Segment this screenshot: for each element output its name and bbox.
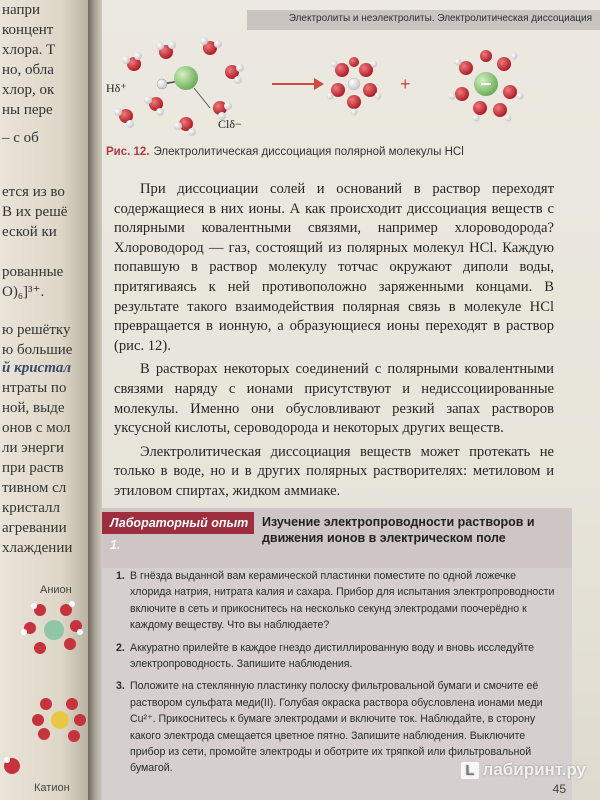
paragraph: При диссоциации солей и оснований в раствор переходят содержащиеся в них ионы. А как происходит диссоциация веществ с полярными ковалентными связями, например хлороводорода? Хлороводород — газ, состоящий из полярных молекул HCl. Каждую попавшую в раствор молекулу тотчас окружают диполи воды, притягиваясь к ней противоположно заряженными концами. В результате такого взаимодействия полярная связь в молекуле HCl превращается в ионную, а образующиеся ионы переходят в раствор (рис. 12). [114, 181, 554, 354]
h-partial-charge-label: Hδ⁺ [106, 81, 127, 95]
figure-12 [102, 34, 600, 144]
lab-steps [116, 568, 556, 783]
hydronium-cluster-icon [327, 57, 382, 116]
watermark [461, 760, 586, 780]
chloride-cluster-icon [449, 50, 524, 122]
cation-cluster-icon [4, 698, 86, 774]
body-text [114, 180, 554, 506]
left-page-text-fragment: В их решё [2, 204, 68, 220]
left-page-text-fragment: ю решётку [2, 322, 71, 338]
left-page-text-fragment: рованные [2, 264, 64, 280]
cation-label: Катион [34, 782, 70, 794]
left-page-ion-illustration [0, 570, 88, 800]
left-page-text-fragment: хлора. Т [2, 42, 56, 58]
lab-heading: Изучение электропроводности растворов и движения ионов в электрическом поле [262, 515, 535, 545]
lab-step [116, 640, 556, 673]
dissociation-diagram [102, 34, 600, 144]
left-page-text-fragment: хлор, ок [2, 82, 55, 98]
textbook-page [102, 0, 600, 800]
left-page-text-fragment: ется из во [2, 184, 65, 200]
figure-caption-text: Электролитическая диссоциация полярной молекулы HCl [153, 146, 464, 158]
paragraph: В растворах некоторых соединений с полярными ковалентными связями наряду с ионами присутствуют и недиссоциированные молекулы. Именно они обусловливают резкий запах растворов уксусной кислоты, сероводорода и некоторых других веществ. [114, 361, 554, 437]
plus-sign: + [400, 74, 411, 94]
left-page-text-fragment: ю большие [2, 342, 73, 358]
left-page-text-fragment: агревании [2, 520, 67, 536]
figure-caption-number: Рис. 12. [106, 146, 150, 158]
lab-step-text: Аккуратно прилейте в каждое гнездо дистиллированную воду и вновь исследуйте электропроводность. Запишите наблюдения. [130, 641, 534, 671]
left-page-text-fragment: кристалл [2, 500, 60, 516]
left-page-text-fragment: – с об [2, 130, 39, 146]
left-page-text-fragment: ны пере [2, 102, 53, 118]
reaction-arrow-icon [272, 78, 324, 90]
left-page-text-fragment: но, обла [2, 62, 54, 78]
page-number: 45 [552, 782, 566, 796]
left-page-text-fragment: тивном сл [2, 480, 67, 496]
watermark-text: лабиринт.ру [482, 760, 586, 779]
watermark-logo: L [461, 762, 478, 779]
left-page-text-fragment: O)₆]³⁺. [2, 284, 45, 300]
left-page-text-fragment: ли энерги [2, 440, 65, 456]
running-header-title: Электролиты и неэлектролиты. Электролитическая диссоциация [288, 13, 592, 24]
running-header [247, 10, 600, 30]
left-page-text-fragment: й кристал [2, 360, 72, 376]
lab-step [116, 568, 556, 634]
left-page-text-fragment: при раств [2, 460, 64, 476]
figure-caption [106, 146, 464, 158]
anion-cluster-icon [21, 601, 83, 654]
lab-step-text: Положите на стеклянную пластинку полоску фильтровальной бумаги и смочите её раствором сульфата меди(II). Голубая окраска раствора обусловлена ионами меди Cu²⁺. Прикоснитесь к бумаге электродами и включите ток. Наблюдайте, в сторону какого электрода смещается цветное пятно. Запишите наблюдения. Выключите прибор из сети, промойте электроды и оботрите их тряпкой или фильтровальной бумагой. [130, 680, 543, 775]
lab-step-number: 2. [116, 641, 125, 654]
lab-step-number: 1. [116, 570, 125, 582]
left-page-text-fragment: хлаждении [2, 540, 73, 556]
paragraph: Электролитическая диссоциация веществ может протекать не только в воде, но и в других полярных растворителях: метиловом и этиловом спиртах, жидком аммиаке. [114, 443, 554, 499]
anion-label: Анион [40, 584, 72, 596]
left-page-text-fragment: ной, выде [2, 400, 65, 416]
lab-step-text: В гнёзда выданной вам керамической пластинки поместите по одной ложечке хлорида натрия, нитрата калия и сахара. Прибор для испытания электропроводности включите в сеть и прикоснитесь на несколько секунд электродами поочерёдно к каждому веществу. Что вы наблюдаете? [130, 570, 555, 632]
cl-partial-charge-label: Clδ− [218, 117, 242, 131]
left-page-text-fragment: еской ки [2, 224, 57, 240]
lab-experiment-box [102, 508, 572, 800]
left-page-text-fragment: онов с мол [2, 420, 71, 436]
lab-title-band [102, 508, 572, 568]
left-page-text-fragment: нтраты по [2, 380, 67, 396]
left-page-text-fragment: концент [2, 22, 54, 38]
book-spine [88, 0, 102, 800]
lab-step-number: 3. [116, 680, 125, 693]
left-page-fragment [0, 0, 88, 800]
lab-badge: Лабораторный опыт 1. [102, 512, 254, 534]
left-page-text-fragment: напри [2, 2, 41, 18]
